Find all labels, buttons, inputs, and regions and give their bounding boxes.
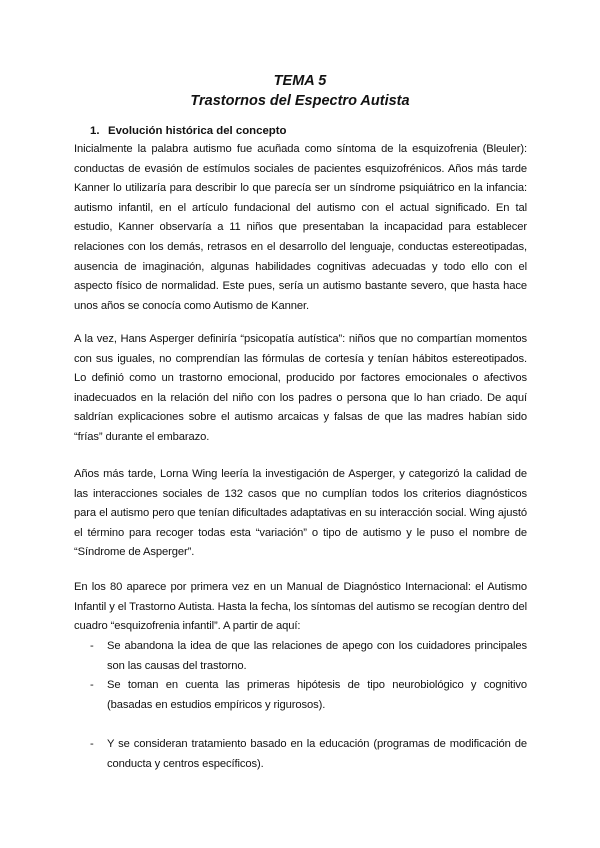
list-item-text: Se toman en cuenta las primeras hipótesis de tipo neurobiológico y cognitivo (basadas en estudios empíricos y rigurosos). bbox=[107, 679, 527, 711]
section-number: 1. bbox=[90, 125, 100, 137]
paragraph-2: A la vez, Hans Asperger definiría “psicopatía autística”: niños que no compartían momentos con sus iguales, no comprendían las fórmulas de cortesía y tenían hábitos estereotipados. Lo definió como un trastorno emocional, producido por factores emocionales o afectivos inadecuados en la relación del niño con los padres o persona que lo han criado. De aquí saldrían explicaciones sobre el autismo arcaicas y falsas de que las madres habían sido “frías” durante el embarazo. bbox=[74, 333, 527, 443]
list-item-text: Y se consideran tratamiento basado en la educación (programas de modificación de conducta y centros específicos). bbox=[107, 738, 527, 770]
list-item bbox=[90, 637, 527, 676]
paragraph-3: Años más tarde, Lorna Wing leería la investigación de Asperger, y categorizó la calidad de las interacciones sociales de 132 casos que no cumplían todos los criterios diagnósticos para el autismo pero que tenían dificultades adaptativas en su interacción social. Wing ajustó el término para recoger todas esta “variación” o tipo de autismo y le puso el nombre de “Síndrome de Asperger”. bbox=[74, 468, 527, 559]
bullet-dash: - bbox=[90, 679, 94, 691]
topic-number: TEMA 5 bbox=[273, 73, 327, 89]
paragraph-4: En los 80 aparece por primera vez en un Manual de Diagnóstico Internacional: el Autismo Infantil y el Trastorno Autista. Hasta la fecha, los síntomas del autismo se recogían dentro del cuadro “esquizofrenia infantil”. A partir de aquí: bbox=[74, 581, 527, 633]
bullet-dash: - bbox=[90, 640, 94, 652]
list-item bbox=[90, 735, 527, 774]
section-title: Evolución histórica del concepto bbox=[108, 125, 287, 137]
list-item bbox=[90, 676, 527, 715]
paragraph-1: Inicialmente la palabra autismo fue acuñada como síntoma de la esquizofrenia (Bleuler): conductas de evasión de estímulos sociales de pacientes esquizofrénicos. Años más tarde Kanner lo utilizaría para describir lo que parecía ser un síndrome psiquiátrico en la infancia: autismo infantil, en el artículo fundacional del autismo con el actual significado. En tal estudio, Kanner observaría a 11 niños que presentaban la incapacidad para establecer relaciones con los demás, retrasos en el desarrollo del lenguaje, conductas estereotipadas, ausencia de imaginación, algunas habilidades cognitivas adecuadas y todo ello con el aspecto físico de normalidad. Este pues, sería un autismo bastante severo, que hasta hace unos años se conocía como Autismo de Kanner. bbox=[74, 143, 527, 312]
list-item-text: Se abandona la idea de que las relaciones de apego con los cuidadores principales son las causas del trastorno. bbox=[107, 640, 527, 672]
topic-title: Trastornos del Espectro Autista bbox=[190, 93, 410, 109]
section-heading bbox=[90, 124, 287, 138]
bullet-dash: - bbox=[90, 738, 94, 750]
